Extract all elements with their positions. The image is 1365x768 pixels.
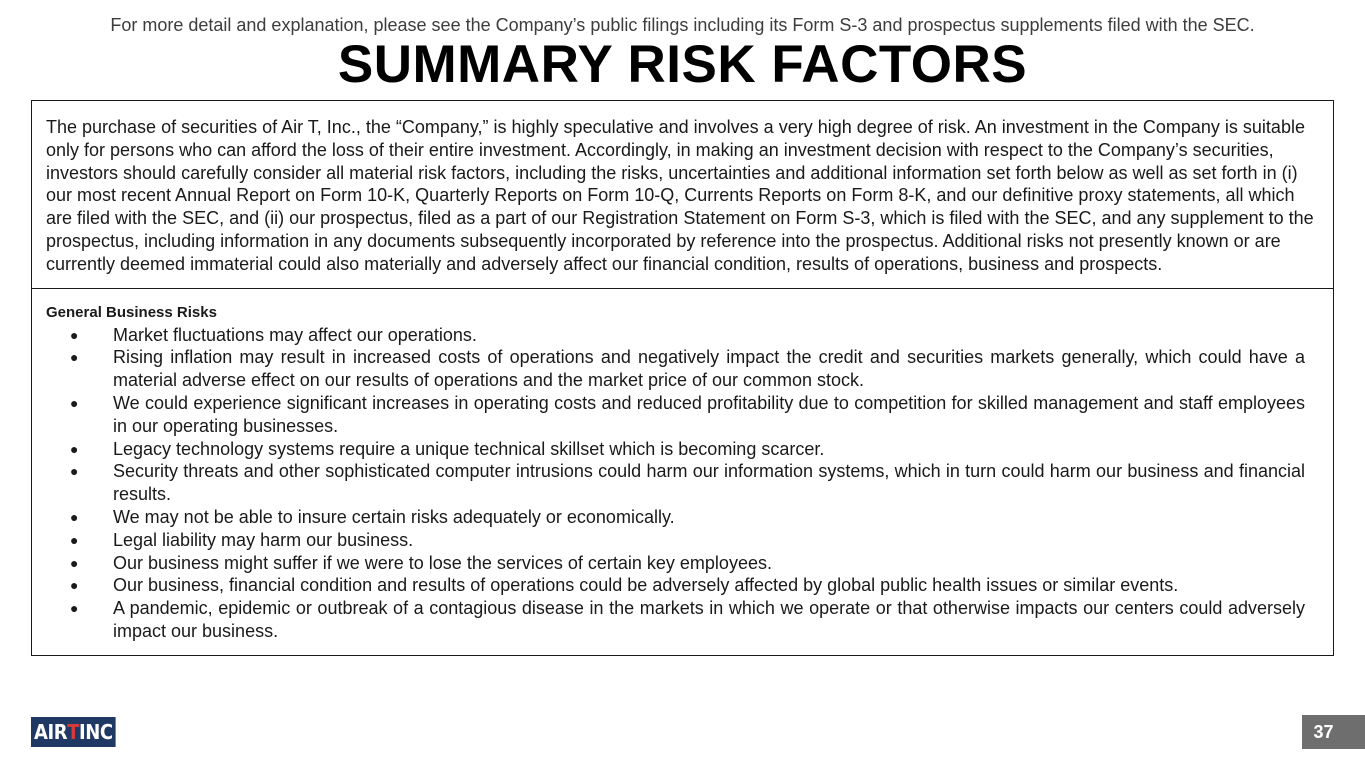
risk-text: Security threats and other sophisticated computer intrusions could harm our information systems, which in turn could harm our business and financial results. xyxy=(113,461,1305,505)
air-t-logo xyxy=(31,717,116,747)
logo-t-mark: T xyxy=(67,720,79,744)
list-item xyxy=(46,324,1305,347)
bullet-icon: ● xyxy=(70,531,79,548)
risk-text: Our business might suffer if we were to lose the services of certain key employees. xyxy=(113,552,772,573)
list-item xyxy=(46,392,1305,438)
list-item xyxy=(46,597,1305,643)
list-item xyxy=(46,574,1305,597)
list-item xyxy=(46,552,1305,575)
bullet-icon: ● xyxy=(70,554,79,571)
filings-note: For more detail and explanation, please see the Company’s public filings including its Form S-3 and prospectus supplements filed with the SEC. xyxy=(110,15,1255,35)
bullet-icon: ● xyxy=(70,394,79,411)
section-heading: General Business Risks xyxy=(46,303,217,321)
risk-text: Our business, financial condition and results of operations could be adversely affected by global public health issues or similar events. xyxy=(113,575,1179,596)
bullet-icon: ● xyxy=(70,463,79,480)
bullet-icon: ● xyxy=(70,508,79,525)
list-item xyxy=(46,438,1305,461)
risk-list xyxy=(46,324,1305,643)
risk-text: We may not be able to insure certain risks adequately or economically. xyxy=(113,506,675,527)
risk-text: Legacy technology systems require a unique technical skillset which is becoming scarcer. xyxy=(113,438,825,459)
risk-text: Rising inflation may result in increased costs of operations and negatively impact the credit and securities markets generally, which could have a material adverse effect on our results of operations and the market price of our common stock. xyxy=(113,347,1305,391)
bullet-icon: ● xyxy=(70,600,79,617)
bullet-icon: ● xyxy=(70,326,79,343)
logo-text-right: INC xyxy=(78,720,113,744)
risk-factors-box xyxy=(31,100,1334,656)
bullet-icon: ● xyxy=(70,440,79,457)
risk-text: Market fluctuations may affect our operations. xyxy=(113,324,477,345)
intro-paragraph: The purchase of securities of Air T, Inc., the “Company,” is highly speculative and involves a very high degree of risk. An investment in the Company is suitable only for persons who can afford the loss of their entire investment. Accordingly, in making an investment decision with respect to the Company’s securities, investors should carefully consider all material risk factors, including the risks, uncertainties and additional information set forth below as well as set forth in (i) our most recent Annual Report on Form 10-K, Quarterly Reports on Form 10-Q, Currents Reports on Form 8-K, and our definitive proxy statements, all which are filed with the SEC, and (ii) our prospectus, filed as a part of our Registration Statement on Form S-3, which is filed with the SEC, and any supplement to the prospectus, including information in any documents subsequently incorporated by reference into the prospectus. Additional risks not presently known or are currently deemed immaterial could also materially and adversely affect our financial condition, results of operations, business and prospects. xyxy=(32,101,1333,289)
list-item xyxy=(46,460,1305,506)
list-item xyxy=(46,346,1305,392)
risk-text: A pandemic, epidemic or outbreak of a contagious disease in the markets in which we operate or that otherwise impacts our centers could adversely impact our business. xyxy=(113,598,1305,641)
logo-text-left: AIR xyxy=(33,720,68,744)
page-number: 37 xyxy=(1302,715,1365,749)
bullet-icon: ● xyxy=(70,577,79,594)
risk-text: Legal liability may harm our business. xyxy=(113,529,414,550)
list-item xyxy=(46,529,1305,552)
general-business-risks-section xyxy=(32,289,1333,655)
bullet-icon: ● xyxy=(70,349,79,366)
risk-text: We could experience significant increases in operating costs and reduced profitability due to competition for skilled management and staff employees in our operating businesses. xyxy=(113,392,1305,436)
list-item xyxy=(46,506,1305,529)
page-title: SUMMARY RISK FACTORS xyxy=(337,35,1028,94)
